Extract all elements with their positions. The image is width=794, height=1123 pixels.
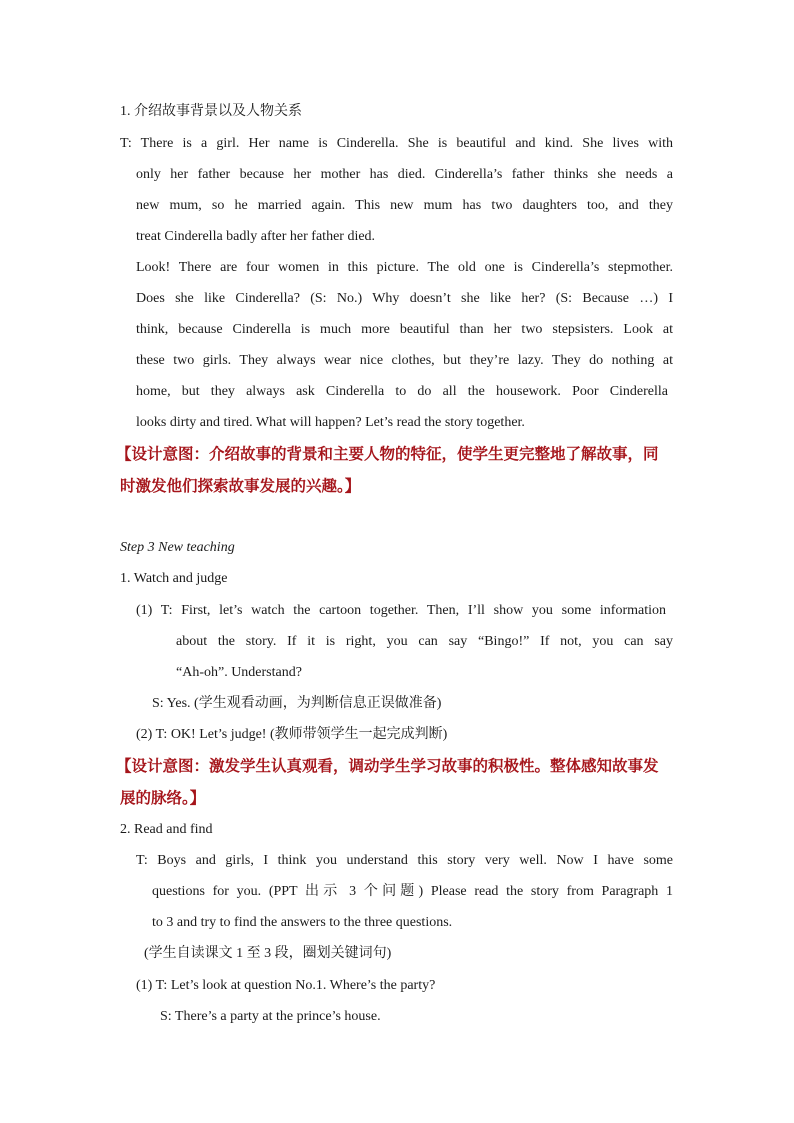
text-line: (学生自读课文 1 至 3 段，圈划关键词句) [144,946,392,961]
text-line: looks dirty and tired. What will happen? Let’s read the story together. [136,415,525,430]
text-line: Does she like Cinderella? (S: No.) Why doesn’t she like her? (S: Because …) I [136,291,673,306]
section-heading: 1. 介绍故事背景以及人物关系 [120,104,302,119]
text-line: about the story. If it is right, you can say “Bingo!” If not, you can say [176,634,673,649]
text-line: Look! There are four women in this picture. The old one is Cinderella’s stepmother. [136,260,673,275]
text-line: “Ah-oh”. Understand? [176,665,302,680]
student-reply: S: Yes. (学生观看动画，为判断信息正误做准备) [152,696,442,711]
text-line: (1) T: Let’s look at question No.1. Where’s the party? [136,978,436,993]
subsection-heading: 2. Read and find [120,822,213,837]
text-line: questions for you. (PPT 出示 3 个问题) Please read the story from Paragraph 1 [152,884,673,899]
text-line: home, but they always ask Cinderella to do all the housework. Poor Cinderella [136,384,668,399]
text-line: only her father because her mother has died. Cinderella’s father thinks she needs a [136,167,673,182]
student-reply: S: There’s a party at the prince’s house. [160,1009,381,1024]
design-intent-note: 【设计意图：介绍故事的背景和主要人物的特征，使学生更完整地了解故事，同 [116,446,659,463]
text-line: new mum, so he married again. This new mum has two daughters too, and they [136,198,673,213]
text-line: (1) T: First, let’s watch the cartoon together. Then, I’ll show you some information [136,603,666,618]
text-line: these two girls. They always wear nice clothes, but they’re lazy. They do nothing at [136,353,673,368]
text-line: treat Cinderella badly after her father died. [136,229,376,244]
subsection-heading: 1. Watch and judge [120,571,228,586]
step-title: Step 3 New teaching [120,540,235,555]
text-line: (2) T: OK! Let’s judge! (教师带领学生一起完成判断) [136,727,448,742]
text-line: T: Boys and girls, I think you understand this story very well. Now I have some [136,853,673,868]
text-line: to 3 and try to find the answers to the three questions. [152,915,453,930]
text-line: T: There is a girl. Her name is Cinderella. She is beautiful and kind. She lives with [120,136,673,151]
design-intent-note: 【设计意图：激发学生认真观看，调动学生学习故事的积极性。整体感知故事发 [116,758,659,775]
text-line: think, because Cinderella is much more beautiful than her two stepsisters. Look at [136,322,673,337]
design-intent-note: 展的脉络。】 [120,790,206,807]
design-intent-note: 时激发他们探索故事发展的兴趣。】 [120,478,361,495]
